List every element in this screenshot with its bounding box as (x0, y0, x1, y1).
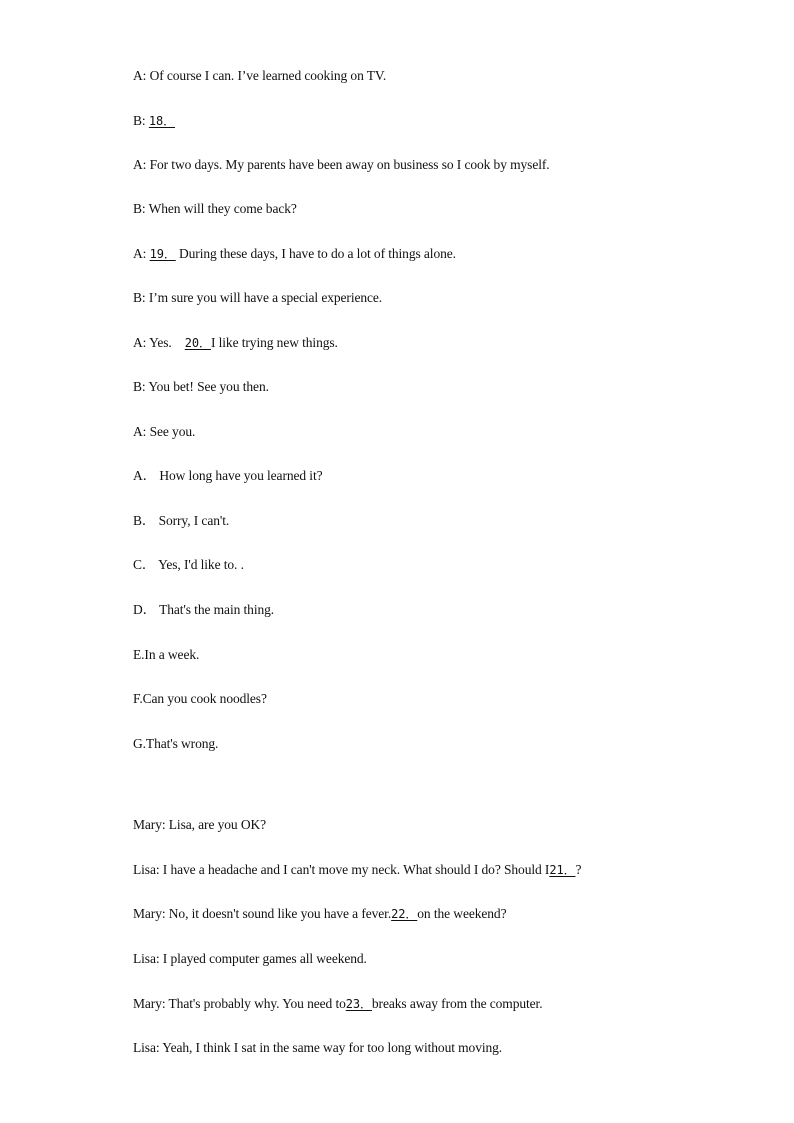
option-item: C． Yes, I'd like to. . (133, 557, 244, 572)
line-text: During these days, I have to do a lot of things alone. (175, 246, 456, 261)
line-text: ? (575, 862, 582, 877)
dialogue-line (133, 817, 266, 833)
line-text: Lisa: I have a headache and I can't move my neck. What should I do? Should I (133, 862, 550, 877)
line-text: Mary: That's probably why. You need to (133, 996, 346, 1011)
line-text: Mary: No, it doesn't sound like you have a fever. (133, 906, 392, 921)
line-text: A: Yes. (133, 335, 185, 350)
line-text: B: You bet! See you then. (133, 379, 269, 394)
line-text: breaks away from the computer. (371, 996, 543, 1011)
line-text: A: For two days. My parents have been away on business so I cook by myself. (133, 157, 550, 172)
dialogue-line (133, 246, 456, 262)
line-text: on the weekend? (417, 906, 507, 921)
option-item: F.Can you cook noodles? (133, 691, 267, 706)
answer-blank-21: 21． (549, 863, 576, 877)
dialogue-line (133, 862, 581, 878)
answer-blank-20: 20． (184, 336, 211, 350)
line-text: Mary: Lisa, are you OK? (133, 817, 267, 832)
answer-blank-19: 19． (149, 247, 176, 261)
dialogue-line (133, 290, 382, 306)
dialogue-line (133, 424, 195, 440)
option-item: G.That's wrong. (133, 736, 219, 751)
option-item: D． That's the main thing. (133, 602, 275, 617)
answer-blank-18: 18． (148, 114, 175, 128)
dialogue-line (133, 379, 269, 395)
dialogue-line (133, 201, 297, 217)
option-item: A． How long have you learned it? (133, 468, 323, 483)
dialogue-line (133, 68, 386, 84)
dialogue-line (133, 996, 542, 1012)
dialogue-line (133, 335, 338, 351)
dialogue-line (133, 906, 506, 922)
dialogue-line (133, 113, 175, 129)
line-text: B: When will they come back? (133, 201, 297, 216)
line-text: B: (133, 113, 149, 128)
option-item: B． Sorry, I can't. (133, 513, 230, 528)
line-text: Lisa: Yeah, I think I sat in the same way for too long without moving. (133, 1040, 503, 1055)
dialogue-line (133, 951, 367, 967)
dialogue-line (133, 157, 550, 173)
dialogue-line (133, 1040, 502, 1056)
line-text: A: See you. (133, 424, 196, 439)
line-text: Lisa: I played computer games all weekend. (133, 951, 367, 966)
line-text: I like trying new things. (210, 335, 338, 350)
option-item: E.In a week. (133, 647, 200, 662)
line-text: B: I’m sure you will have a special experience. (133, 290, 383, 305)
answer-blank-23: 23． (345, 997, 372, 1011)
line-text: A: Of course I can. I’ve learned cooking on TV. (133, 68, 387, 83)
line-text: A: (133, 246, 150, 261)
answer-blank-22: 22． (391, 907, 418, 921)
